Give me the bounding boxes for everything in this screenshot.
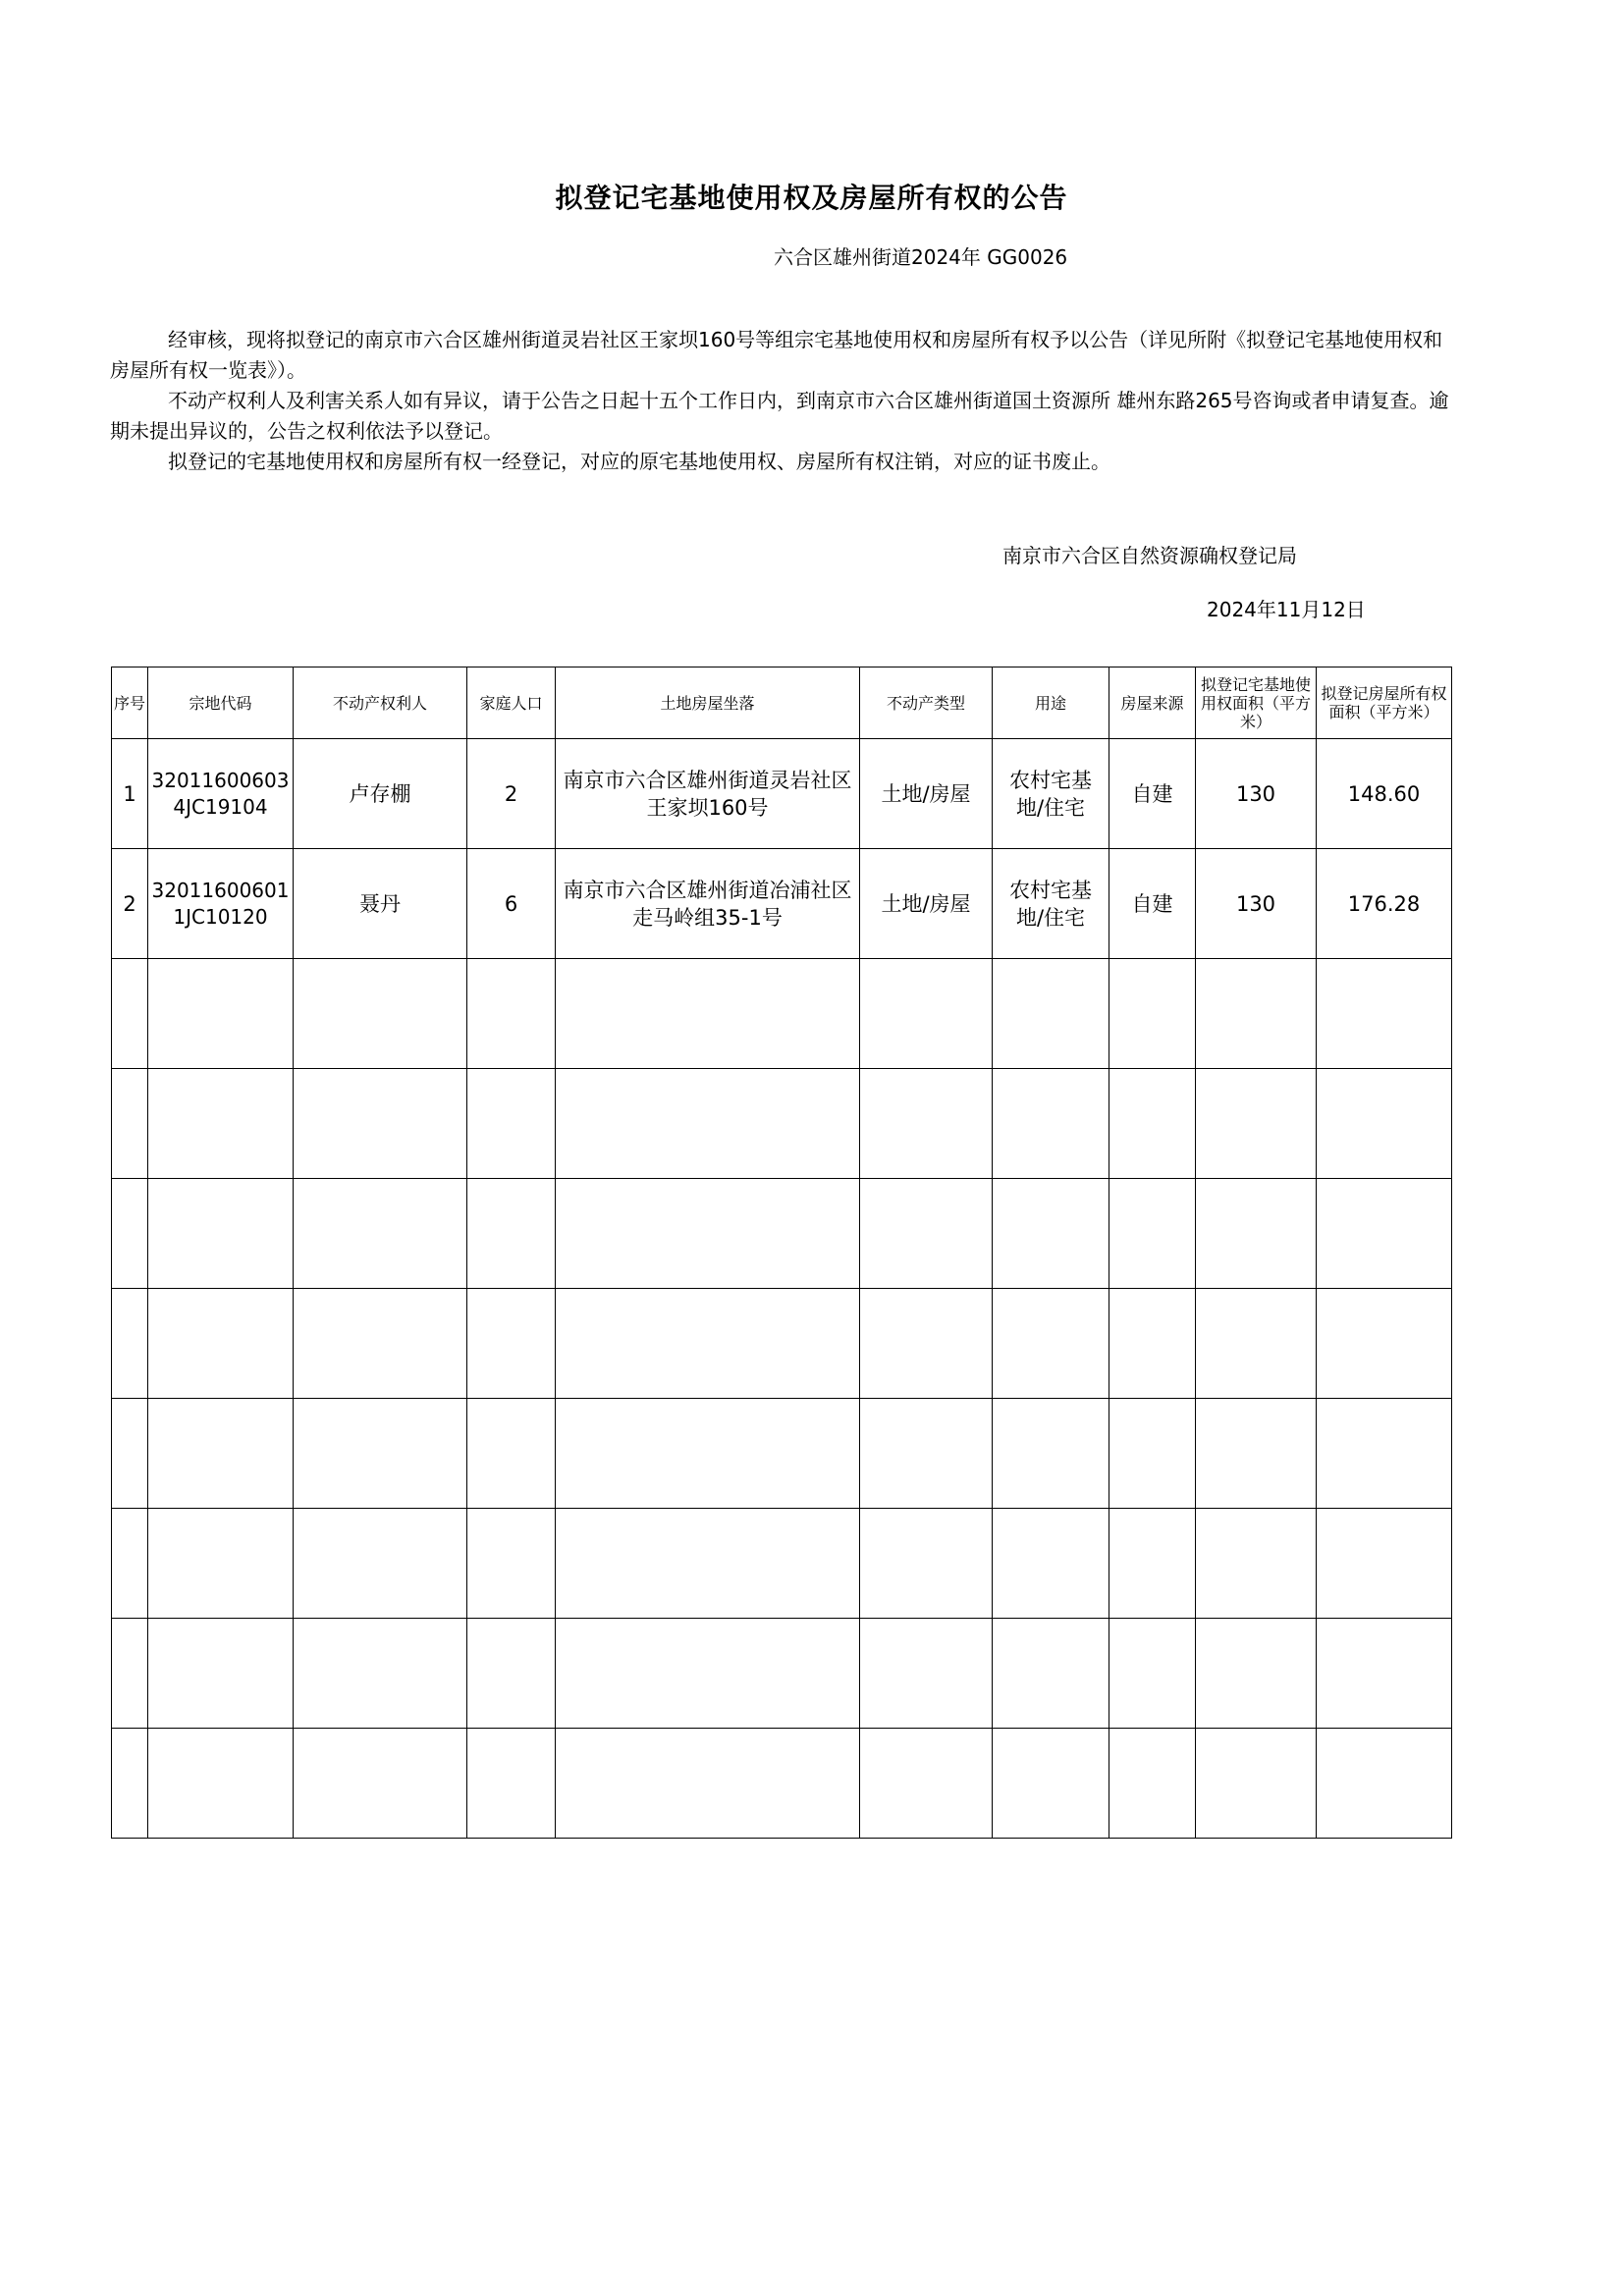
notice-paragraph-2: 不动产权利人及利害关系人如有异议，请于公告之日起十五个工作日内，到南京市六合区雄州街道国土资源所 雄州东路265号咨询或者申请复查。逾期未提出异议的，公告之权利依法予以登记。	[110, 389, 1449, 443]
cell-land-area	[1196, 1399, 1317, 1509]
cell-right-holder: 卢存棚	[294, 739, 467, 849]
cell-household-size	[467, 959, 556, 1069]
cell-land-area	[1196, 1729, 1317, 1839]
cell-right-holder	[294, 959, 467, 1069]
cell-right-holder	[294, 1729, 467, 1839]
cell-parcel-code	[148, 1729, 294, 1839]
cell-location	[556, 1729, 860, 1839]
cell-serial	[112, 1399, 148, 1509]
cell-household-size: 2	[467, 739, 556, 849]
cell-property-type	[860, 1399, 993, 1509]
cell-land-area: 130	[1196, 739, 1317, 849]
cell-house-source: 自建	[1109, 739, 1196, 849]
cell-location	[556, 1069, 860, 1179]
cell-property-type	[860, 959, 993, 1069]
cell-usage	[993, 1399, 1109, 1509]
cell-house-area: 176.28	[1317, 849, 1452, 959]
cell-usage	[993, 1069, 1109, 1179]
table-row	[112, 1619, 1452, 1729]
cell-household-size	[467, 1399, 556, 1509]
cell-serial	[112, 1619, 148, 1729]
notice-paragraph-3: 拟登记的宅基地使用权和房屋所有权一经登记，对应的原宅基地使用权、房屋所有权注销，对应的证书废止。	[168, 450, 1110, 473]
cell-usage: 农村宅基地/住宅	[993, 739, 1109, 849]
header-household-size: 家庭人口	[467, 667, 556, 739]
table-row	[112, 1069, 1452, 1179]
cell-household-size: 6	[467, 849, 556, 959]
cell-land-area: 130	[1196, 849, 1317, 959]
cell-house-area	[1317, 1619, 1452, 1729]
cell-usage: 农村宅基地/住宅	[993, 849, 1109, 959]
cell-usage	[993, 1729, 1109, 1839]
cell-property-type	[860, 1069, 993, 1179]
table-row	[112, 1509, 1452, 1619]
cell-location	[556, 1179, 860, 1289]
cell-serial	[112, 1289, 148, 1399]
header-location: 土地房屋坐落	[556, 667, 860, 739]
notice-paragraph-1: 经审核，现将拟登记的南京市六合区雄州街道灵岩社区王家坝160号等组宗宅基地使用权和房屋所有权予以公告（详见所附《拟登记宅基地使用权和房屋所有权一览表》）。	[110, 328, 1443, 382]
cell-location: 南京市六合区雄州街道灵岩社区王家坝160号	[556, 739, 860, 849]
cell-usage	[993, 1289, 1109, 1399]
document-title: 拟登记宅基地使用权及房屋所有权的公告	[555, 182, 1068, 214]
cell-right-holder	[294, 1509, 467, 1619]
cell-property-type	[860, 1619, 993, 1729]
cell-location	[556, 1619, 860, 1729]
cell-location	[556, 1509, 860, 1619]
header-house-source: 房屋来源	[1109, 667, 1196, 739]
header-house-area: 拟登记房屋所有权面积（平方米）	[1317, 667, 1452, 739]
cell-land-area	[1196, 1509, 1317, 1619]
header-right-holder: 不动产权利人	[294, 667, 467, 739]
table-row	[112, 849, 1452, 959]
cell-property-type: 土地/房屋	[860, 739, 993, 849]
cell-location: 南京市六合区雄州街道冶浦社区走马岭组35-1号	[556, 849, 860, 959]
cell-house-source: 自建	[1109, 849, 1196, 959]
cell-usage	[993, 1509, 1109, 1619]
cell-parcel-code	[148, 1179, 294, 1289]
document-number: 六合区雄州街道2024年 GG0026	[774, 245, 1068, 269]
cell-parcel-code	[148, 1069, 294, 1179]
table-row	[112, 1289, 1452, 1399]
cell-usage	[993, 1619, 1109, 1729]
cell-parcel-code: 320116006011JC10120	[148, 849, 294, 959]
cell-household-size	[467, 1289, 556, 1399]
cell-property-type	[860, 1179, 993, 1289]
cell-house-source	[1109, 1289, 1196, 1399]
header-parcel-code: 宗地代码	[148, 667, 294, 739]
cell-location	[556, 959, 860, 1069]
cell-right-holder	[294, 1399, 467, 1509]
cell-parcel-code	[148, 1289, 294, 1399]
cell-usage	[993, 959, 1109, 1069]
cell-house-source	[1109, 1729, 1196, 1839]
cell-house-area	[1317, 1399, 1452, 1509]
cell-serial	[112, 1509, 148, 1619]
cell-land-area	[1196, 959, 1317, 1069]
header-land-area: 拟登记宅基地使用权面积（平方米）	[1196, 667, 1317, 739]
registration-table	[111, 667, 1452, 1839]
table-row	[112, 739, 1452, 849]
cell-household-size	[467, 1509, 556, 1619]
table-header-row	[112, 667, 1452, 739]
cell-house-area: 148.60	[1317, 739, 1452, 849]
cell-serial	[112, 1069, 148, 1179]
table-row	[112, 959, 1452, 1069]
header-serial: 序号	[112, 667, 148, 739]
cell-location	[556, 1399, 860, 1509]
cell-parcel-code	[148, 1399, 294, 1509]
cell-household-size	[467, 1619, 556, 1729]
cell-property-type	[860, 1509, 993, 1619]
cell-household-size	[467, 1069, 556, 1179]
cell-right-holder	[294, 1069, 467, 1179]
cell-parcel-code	[148, 1619, 294, 1729]
header-usage: 用途	[993, 667, 1109, 739]
cell-serial: 1	[112, 739, 148, 849]
cell-serial: 2	[112, 849, 148, 959]
cell-house-source	[1109, 1619, 1196, 1729]
cell-house-area	[1317, 1289, 1452, 1399]
cell-property-type: 土地/房屋	[860, 849, 993, 959]
cell-house-area	[1317, 1509, 1452, 1619]
cell-parcel-code: 320116006034JC19104	[148, 739, 294, 849]
issue-date: 2024年11月12日	[1207, 598, 1366, 621]
cell-parcel-code	[148, 959, 294, 1069]
cell-serial	[112, 1729, 148, 1839]
cell-household-size	[467, 1179, 556, 1289]
cell-serial	[112, 1179, 148, 1289]
cell-land-area	[1196, 1289, 1317, 1399]
cell-house-area	[1317, 1069, 1452, 1179]
cell-house-source	[1109, 1509, 1196, 1619]
cell-location	[556, 1289, 860, 1399]
cell-household-size	[467, 1729, 556, 1839]
issuing-authority: 南京市六合区自然资源确权登记局	[1002, 544, 1297, 567]
cell-house-area	[1317, 1729, 1452, 1839]
cell-house-source	[1109, 959, 1196, 1069]
table-row	[112, 1399, 1452, 1509]
cell-right-holder	[294, 1619, 467, 1729]
table-row	[112, 1729, 1452, 1839]
table-row	[112, 1179, 1452, 1289]
header-property-type: 不动产类型	[860, 667, 993, 739]
cell-serial	[112, 959, 148, 1069]
cell-property-type	[860, 1289, 993, 1399]
cell-land-area	[1196, 1069, 1317, 1179]
cell-right-holder	[294, 1179, 467, 1289]
cell-house-area	[1317, 1179, 1452, 1289]
cell-house-area	[1317, 959, 1452, 1069]
cell-land-area	[1196, 1179, 1317, 1289]
cell-house-source	[1109, 1399, 1196, 1509]
cell-land-area	[1196, 1619, 1317, 1729]
cell-usage	[993, 1179, 1109, 1289]
cell-house-source	[1109, 1179, 1196, 1289]
cell-house-source	[1109, 1069, 1196, 1179]
cell-right-holder	[294, 1289, 467, 1399]
cell-right-holder: 聂丹	[294, 849, 467, 959]
cell-property-type	[860, 1729, 993, 1839]
cell-parcel-code	[148, 1509, 294, 1619]
